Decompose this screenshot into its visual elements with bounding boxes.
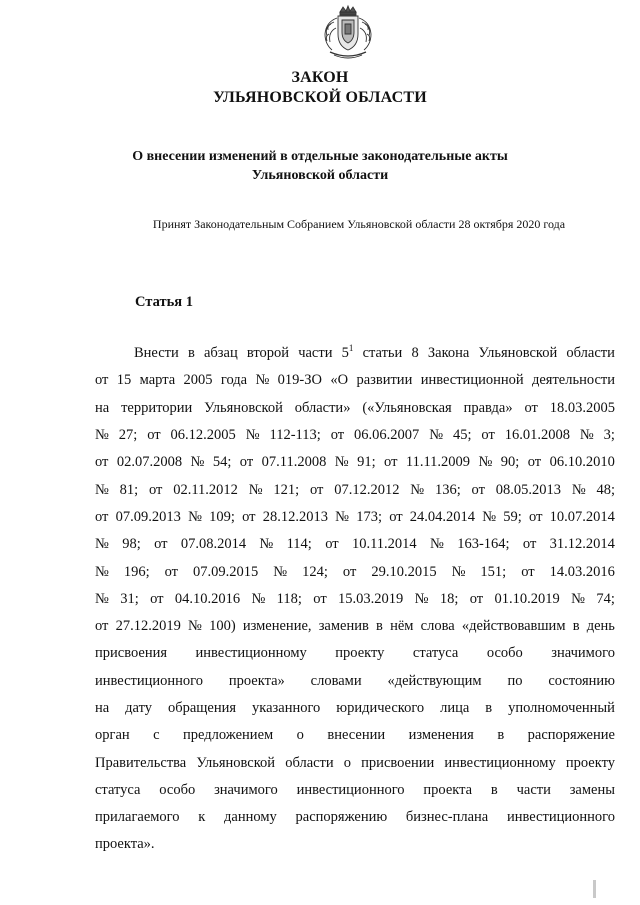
article-word: «действующим <box>387 672 482 689</box>
article-word: 18; <box>439 590 459 607</box>
article-word: развитии <box>356 372 413 389</box>
article-word: от <box>342 563 357 580</box>
article-word: 2005 <box>183 372 213 389</box>
article-text-line <box>95 367 615 394</box>
article-word: обращения <box>167 700 237 716</box>
article-word: статуса <box>412 645 459 662</box>
article-word: в <box>490 781 498 798</box>
article-word: в <box>485 700 493 716</box>
article-text-line <box>95 831 615 858</box>
article-word: в <box>187 345 195 362</box>
article-word: Ульяновской <box>204 399 283 416</box>
article-word: бизнес-плана <box>405 809 489 826</box>
adoption-note: Принят Законодательным Собранием Ульяновской области 28 октября 2020 года <box>152 217 566 231</box>
article-word: значимого <box>551 645 615 662</box>
article-word: проекта». <box>95 836 155 853</box>
article-word: 91; <box>357 454 376 471</box>
article-word: области <box>285 754 334 771</box>
article-word: от <box>239 454 254 471</box>
article-word: № <box>429 427 444 444</box>
article-word: от <box>242 508 256 525</box>
article-word: 151; <box>480 563 507 580</box>
article-word: 08.05.2013 <box>495 481 561 498</box>
article-word: от <box>95 508 109 525</box>
article-word: 121; <box>273 481 300 498</box>
article-word: присвоения <box>95 645 168 662</box>
article-word: от <box>527 454 542 471</box>
article-word: от <box>524 399 538 416</box>
article-word: 48; <box>596 481 615 498</box>
article-word: инвестиционного <box>506 809 615 826</box>
article-word: «О <box>330 372 349 389</box>
article-word: значимого <box>214 781 278 798</box>
law-subject-line-2: Ульяновской области <box>251 168 389 183</box>
article-word: предложением <box>183 727 274 744</box>
article-word: на <box>95 399 110 416</box>
article-word: 124; <box>302 563 328 580</box>
article-text-line <box>95 777 615 804</box>
article-word: № <box>95 536 109 553</box>
article-word: $5^1$ <box>341 343 354 362</box>
article-word: 81; <box>119 481 139 498</box>
article-word: словами <box>310 672 362 689</box>
article-word: 24.04.2014 <box>409 508 476 525</box>
article-word: прилагаемого <box>95 809 180 826</box>
article-word: 8 <box>411 345 419 362</box>
law-title: ЗАКОН <box>291 69 349 86</box>
article-word: указанного <box>252 700 321 716</box>
article-word: № <box>478 454 493 471</box>
article-word: № <box>248 481 263 498</box>
article-word: № <box>259 536 274 553</box>
article-word: Правительства <box>95 754 187 771</box>
article-word: лица <box>440 700 470 716</box>
article-word: 31; <box>120 590 139 607</box>
article-word: 019-ЗО <box>277 372 322 389</box>
article-word: 15 <box>116 372 132 389</box>
article-word: к <box>198 809 206 826</box>
article-word: от <box>147 427 161 444</box>
article-word: день <box>586 618 615 635</box>
article-word: от <box>149 481 163 498</box>
article-word: от <box>95 618 109 635</box>
article-word: 118; <box>276 590 302 607</box>
article-word: в <box>376 618 383 635</box>
article-word: года <box>220 372 248 389</box>
article-word: 3; <box>603 427 615 444</box>
article-word: 10.07.2014 <box>549 508 615 525</box>
article-word: проекта» <box>228 672 285 689</box>
article-text-line <box>95 668 615 695</box>
article-text-line <box>95 558 615 585</box>
article-word: инвестиционной <box>420 372 524 389</box>
article-word: от <box>310 481 324 498</box>
article-word: статьи <box>362 345 403 362</box>
article-word: 31.12.2014 <box>549 536 615 553</box>
article-word: 98; <box>122 536 141 553</box>
article-word: 07.12.2012 <box>334 481 400 498</box>
article-text-line <box>95 640 615 667</box>
article-word: № <box>482 508 497 525</box>
article-text-line <box>95 695 615 722</box>
article-word: 114; <box>286 536 312 553</box>
article-word: 06.06.2007 <box>354 427 420 444</box>
article-word: 29.10.2015 <box>371 563 437 580</box>
article-word: от <box>330 427 345 444</box>
article-word: проекту <box>335 645 385 662</box>
article-text-line <box>95 586 615 613</box>
article-word: 02.07.2008 <box>116 454 183 471</box>
article-word: внесении <box>327 727 386 744</box>
article-word: 01.10.2019 <box>494 590 560 607</box>
article-word: 173; <box>356 508 382 525</box>
article-word: № <box>95 563 109 580</box>
article-word: распоряжению <box>295 809 388 826</box>
article-word: проекта <box>423 781 473 798</box>
article-word: № <box>334 454 349 471</box>
article-text-line <box>95 722 615 749</box>
article-word: 07.09.2015 <box>193 563 259 580</box>
article-word: № <box>95 481 109 498</box>
article-word: 74; <box>596 590 615 607</box>
article-text-line <box>95 613 615 640</box>
article-word: № <box>430 536 444 553</box>
article-word: 16.01.2008 <box>504 427 570 444</box>
article-word: уполномоченный <box>508 700 615 716</box>
article-word: 27.12.2019 <box>115 618 181 635</box>
article-word: от <box>481 427 495 444</box>
article-word: («Ульяновская <box>362 399 452 416</box>
article-word: от <box>164 563 179 580</box>
article-word: правда» <box>463 399 513 416</box>
article-word: № <box>571 590 585 607</box>
article-word: 06.10.2010 <box>549 454 615 471</box>
article-word: № <box>95 427 109 444</box>
article-word: от <box>471 481 485 498</box>
article-text-line <box>95 449 615 476</box>
article-word: присвоении <box>361 754 435 771</box>
article-word: слова <box>420 618 455 635</box>
article-word: от <box>313 590 327 607</box>
article-word: области <box>566 345 615 362</box>
article-word: с <box>153 727 160 744</box>
article-word: части <box>298 345 333 362</box>
article-word: инвестиционному <box>444 754 556 771</box>
article-word: № <box>245 427 260 444</box>
article-word: территории <box>121 399 193 416</box>
article-word: проекту <box>565 754 615 771</box>
article-text-line <box>95 395 615 422</box>
article-word: № <box>273 563 288 580</box>
article-word: нём <box>390 618 414 635</box>
article-word: № <box>579 427 594 444</box>
article-word: № <box>190 454 205 471</box>
article-word: № <box>251 590 266 607</box>
article-word: от <box>522 536 537 553</box>
article-text-line <box>95 804 615 831</box>
article-word: от <box>95 372 109 389</box>
article-word: о <box>343 754 352 771</box>
article-word: 100) <box>209 618 236 635</box>
article-word: от <box>389 508 403 525</box>
article-word: 15.03.2019 <box>338 590 404 607</box>
article-word: 109; <box>209 508 235 525</box>
article-word: в <box>497 727 505 744</box>
article-word: Ульяновской <box>478 345 558 362</box>
article-word: № <box>451 563 466 580</box>
article-word: 136; <box>434 481 461 498</box>
article-word: части <box>516 781 551 798</box>
article-word: в <box>572 618 580 635</box>
article-word: 07.08.2014 <box>180 536 247 553</box>
article-word: № <box>335 508 349 525</box>
article-text-line <box>95 340 615 367</box>
article-word: № <box>188 508 202 525</box>
article-word: 10.11.2014 <box>351 536 417 553</box>
article-word: № <box>95 590 109 607</box>
article-word: инвестиционного <box>296 781 405 798</box>
article-word: «действовавшим <box>461 618 566 635</box>
article-word: № <box>410 481 425 498</box>
article-word: 07.09.2013 <box>115 508 181 525</box>
article-word: дату <box>125 700 152 716</box>
article-word: орган <box>95 727 130 744</box>
article-word: № <box>571 481 586 498</box>
article-word: статуса <box>95 781 141 798</box>
article-word: 07.11.2008 <box>261 454 327 471</box>
article-word: от <box>325 536 339 553</box>
article-word: от <box>469 590 484 607</box>
article-word: Внести <box>134 345 179 362</box>
article-word: 90; <box>500 454 520 471</box>
article-word: марта <box>139 372 176 389</box>
article-word: 54; <box>212 454 232 471</box>
article-word: деятельности <box>531 372 615 389</box>
article-word: по <box>507 672 523 689</box>
article-word: от <box>154 536 168 553</box>
article-text-line <box>95 504 615 531</box>
page-edge-mark <box>593 880 596 898</box>
article-word: 196; <box>123 563 150 580</box>
article-word: 18.03.2005 <box>549 399 615 416</box>
article-heading: Статья 1 <box>135 294 193 310</box>
article-word: 27; <box>118 427 138 444</box>
article-word: № <box>255 372 270 389</box>
article-word: от <box>529 508 543 525</box>
article-word: 06.12.2005 <box>170 427 236 444</box>
article-word: от <box>150 590 164 607</box>
article-word: о <box>296 727 304 744</box>
article-word: особо <box>486 645 523 662</box>
article-word: от <box>95 454 109 471</box>
article-word: изменение, <box>242 618 312 635</box>
article-word: второй <box>246 345 290 362</box>
article-word: от <box>384 454 398 471</box>
article-word: юридического <box>336 700 425 716</box>
article-word: 112-113; <box>269 427 321 444</box>
article-word: состоянию <box>548 672 615 689</box>
article-text-line <box>95 531 615 558</box>
article-word: 11.11.2009 <box>405 454 471 471</box>
law-subject-line-1: О внесении изменений в отдельные законодательные акты <box>132 149 508 164</box>
article-word: замены <box>569 781 615 798</box>
article-word: инвестиционному <box>195 645 307 662</box>
article-text-line <box>95 422 615 449</box>
article-word: 59; <box>503 508 522 525</box>
law-region-title: УЛЬЯНОВСКОЙ ОБЛАСТИ <box>213 89 427 106</box>
article-word: 45; <box>452 427 472 444</box>
article-word: на <box>95 700 110 716</box>
article-word: № <box>414 590 429 607</box>
article-word: № <box>188 618 202 635</box>
article-body <box>95 340 615 859</box>
article-word: изменения <box>408 727 474 744</box>
article-text-line <box>95 476 615 503</box>
coat-of-arms-emblem <box>310 4 386 62</box>
article-word: 163-164; <box>457 536 510 553</box>
article-word: области» <box>294 399 351 416</box>
article-word: 28.12.2013 <box>262 508 328 525</box>
article-word: данному <box>224 809 277 826</box>
article-word: распоряжение <box>527 727 615 744</box>
article-word: 02.11.2012 <box>173 481 238 498</box>
article-word: Ульяновской <box>196 754 276 771</box>
article-word: 04.10.2016 <box>174 590 241 607</box>
article-word: инвестиционного <box>95 672 203 689</box>
article-word: Закона <box>427 345 470 362</box>
article-word: заменив <box>318 618 369 635</box>
article-word: от <box>521 563 535 580</box>
article-word: 14.03.2016 <box>549 563 615 580</box>
article-word: особо <box>159 781 196 798</box>
article-text-line <box>95 749 615 776</box>
article-word: абзац <box>203 345 238 362</box>
